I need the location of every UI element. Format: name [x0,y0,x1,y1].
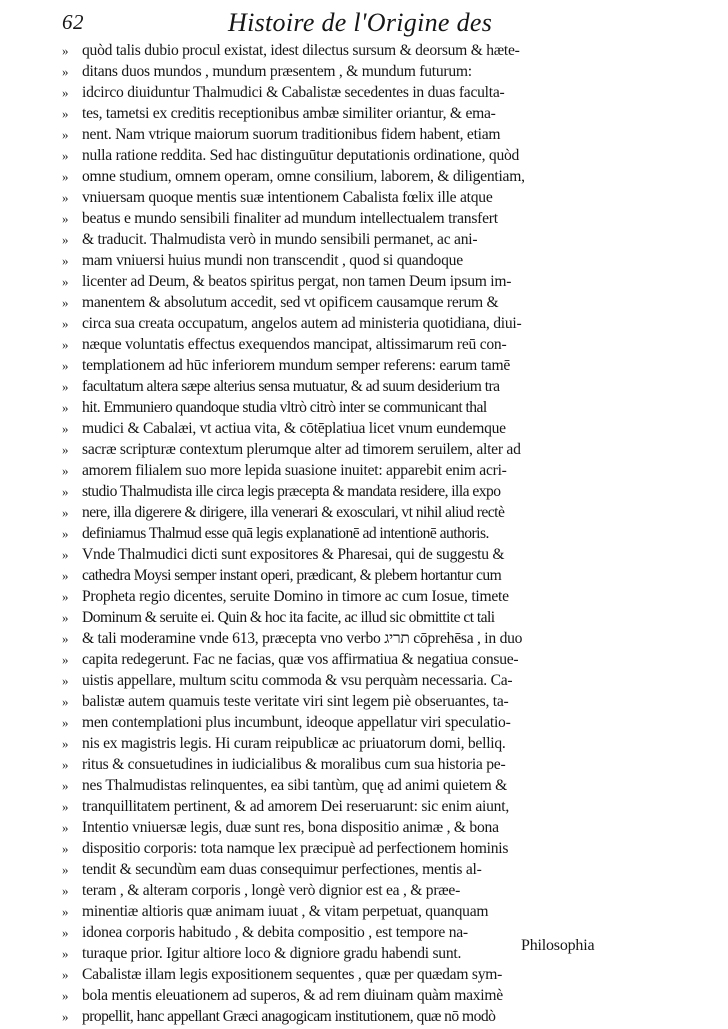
line-text: ritus & consuetudines in iudicialibus & moralibus cum sua historia pe- [82,756,506,773]
text-line [62,523,622,544]
line-text: quòd talis dubio procul existat, idest dilectus sursum & deorsum & hæte- [82,42,520,59]
line-text: mudici & Cabalæi, vt actiua vita, & cōtēplatiua licet vnum eundemque [82,420,506,437]
text-line [62,355,622,376]
text-line [62,670,622,691]
line-text: Dominum & seruite ei. Quin & hoc ita facite, ac illud sic obmittite ct tali [82,609,495,626]
text-line [62,103,622,124]
quotation-mark: » [62,421,69,436]
quotation-mark: » [62,904,69,919]
text-line [62,985,622,1006]
quotation-mark: » [62,589,69,604]
line-text: capita redegerunt. Fac ne facias, quæ vos affirmatiua & negatiua consue- [82,651,519,668]
text-line [62,250,622,271]
quotation-mark: » [62,463,69,478]
quotation-mark: » [62,169,69,184]
quotation-mark: » [62,820,69,835]
text-line [62,61,622,82]
line-text: dispositio corporis: tota namque lex præcipuè ad perfectionem hominis [82,840,509,857]
text-line [62,565,622,586]
quotation-mark: » [62,988,69,1003]
line-text: cathedra Moysi semper instant operi, prædicant, & plebem hortantur cum [82,567,502,584]
quotation-mark: » [62,715,69,730]
quotation-mark: » [62,757,69,772]
line-text: nes Thalmudistas relinquentes, ea sibi tantùm, quę ad animi quietem & [82,777,508,794]
text-line [62,838,622,859]
line-text: studio Thalmudista ille circa legis præcepta & mandata residere, illa expo [82,483,501,500]
line-text: & tali moderamine vnde 613, præcepta vno verbo תריג cōprehēsa , in duo [82,630,523,647]
page-header [0,8,728,40]
quotation-mark: » [62,652,69,667]
line-text: templationem ad hūc inferiorem mundum semper referens: earum tamē [82,357,511,374]
quotation-mark: » [62,190,69,205]
quotation-mark: » [62,778,69,793]
quotation-mark: » [62,841,69,856]
text-line [62,40,622,61]
page-number: 62 [62,10,84,34]
text-line [62,166,622,187]
quotation-mark: » [62,274,69,289]
quotation-mark: » [62,316,69,331]
line-text: definiamus Thalmud esse quā legis explanationē ad intentionē authoris. [82,525,489,542]
quotation-mark: » [62,673,69,688]
quotation-mark: » [62,358,69,373]
text-line [62,502,622,523]
line-text: tes, tametsi ex creditis receptionibus ambæ similiter oriantur, & ema- [82,105,496,122]
line-text: næque voluntatis effectus exequendos mancipat, altissimarum reū con- [82,336,507,353]
quotation-mark: » [62,337,69,352]
body-text-block [62,40,622,1027]
catchword: Philosophia [521,937,595,954]
line-text: manentem & absolutum accedit, sed vt opificem causamque rerum & [82,294,499,311]
line-text: Vnde Thalmudici dicti sunt expositores & Pharesai, qui de suggestu & [82,546,505,563]
line-text: beatus e mundo sensibili finaliter ad mundum intellectualem transfert [82,210,498,227]
quotation-mark: » [62,862,69,877]
quotation-mark: » [62,631,69,646]
quotation-mark: » [62,946,69,961]
text-line [62,229,622,250]
line-text: sacræ scripturæ contextum plerumque alter ad timorem seruilem, alter ad [82,441,521,458]
line-text: licenter ad Deum, & beatos spiritus pergat, non tamen Deum ipsum im- [82,273,512,290]
text-line [62,817,622,838]
quotation-mark: » [62,799,69,814]
text-line [62,691,622,712]
text-line [62,460,622,481]
quotation-mark: » [62,547,69,562]
text-line [62,187,622,208]
line-text: circa sua creata occupatum, angelos autem ad ministeria quotidiana, diui- [82,315,522,332]
quotation-mark: » [62,400,69,415]
quotation-mark: » [62,211,69,226]
quotation-mark: » [62,484,69,499]
text-line [62,901,622,922]
quotation-mark: » [62,148,69,163]
quotation-mark: » [62,736,69,751]
text-line [62,859,622,880]
line-text: ditans duos mundos , mundum præsentem , & mundum futurum: [82,63,472,80]
text-line [62,1006,622,1027]
line-text: tranquillitatem pertinent, & ad amorem Dei reseruarunt: sic enim aiunt, [82,798,509,815]
text-line [62,712,622,733]
text-line [62,418,622,439]
line-text: nis ex magistris legis. Hi curam reipublicæ ac priuatorum domi, belliq. [82,735,506,752]
text-line [62,796,622,817]
line-text: amorem filialem suo more lepida suasione inuitet: apparebit enim acri- [82,462,507,479]
line-text: vniuersam quoque mentis suæ intentionem Cabalista fœlix ille atque [82,189,493,206]
line-text: turaque prior. Igitur altiore loco & digniore gradu habendi sunt. [82,945,462,962]
line-text: facultatum altera sæpe alterius sensa mutuatur, & ad suum desiderium tra [82,378,500,395]
line-text: balistæ autem quamuis teste veritate viri sint legem piè obseruantes, ta- [82,693,509,710]
quotation-mark: » [62,127,69,142]
quotation-mark: » [62,442,69,457]
quotation-mark: » [62,526,69,541]
text-line [62,607,622,628]
quotation-mark: » [62,64,69,79]
line-text: Intentio vniuersæ legis, duæ sunt res, bona dispositio animæ , & bona [82,819,499,836]
line-text: minentiæ altioris quæ animam iuuat , & vitam perpetuat, quanquam [82,903,489,920]
line-text: nent. Nam vtrique maiorum suorum traditionibus fidem habent, etiam [82,126,501,143]
text-line [62,397,622,418]
text-line [62,586,622,607]
text-line [62,313,622,334]
line-text: teram , & alteram corporis , longè verò dignior est ea , & præe- [82,882,461,899]
line-text: uistis appellare, multum scitu commoda & vsu perquàm necessaria. Ca- [82,672,513,689]
quotation-mark: » [62,505,69,520]
line-text: omne studium, omnem operam, omne consilium, laborem, & diligentiam, [82,168,525,185]
text-line [62,481,622,502]
quotation-mark: » [62,925,69,940]
text-line [62,964,622,985]
line-text: men contemplationi plus incumbunt, ideoque appellatur viri speculatio- [82,714,511,731]
quotation-mark: » [62,568,69,583]
quotation-mark: » [62,85,69,100]
line-text: Propheta regio dicentes, seruite Domino in timore ac cum Iosue, timete [82,588,509,605]
text-line [62,208,622,229]
text-line [62,649,622,670]
line-text: bola mentis eleuationem ad superos, & ad rem diuinam quàm maximè [82,987,503,1004]
line-text: Cabalistæ illam legis expositionem sequentes , quæ per quædam sym- [82,966,503,983]
line-text: hit. Emmuniero quandoque studia vltrò citrò inter se communicant thal [82,399,487,416]
text-line [62,82,622,103]
quotation-mark: » [62,694,69,709]
line-text: propellit, hanc appellant Græci anagogicam institutionem, quæ nō modò [82,1008,496,1025]
line-text: & traducit. Thalmudista verò in mundo sensibili permanet, ac ani- [82,231,478,248]
quotation-mark: » [62,295,69,310]
line-text: idonea corporis habitudo , & debita compositio , est tempore na- [82,924,468,941]
line-text: nulla ratione reddita. Sed hac distinguūtur deputationis ordinatione, quòd [82,147,520,164]
text-line [62,439,622,460]
line-text: idcirco diuiduntur Thalmudici & Cabalistæ secedentes in duas faculta- [82,84,505,101]
text-line [62,376,622,397]
quotation-mark: » [62,610,69,625]
quotation-mark: » [62,232,69,247]
text-line [62,754,622,775]
quotation-mark: » [62,967,69,982]
text-line [62,628,622,649]
line-text: tendit & secundùm eam duas consequimur perfectiones, mentis al- [82,861,482,878]
text-line [62,733,622,754]
text-line [62,124,622,145]
quotation-mark: » [62,1009,69,1024]
text-line [62,145,622,166]
text-line [62,544,622,565]
quotation-mark: » [62,379,69,394]
running-title: Histoire de l'Origine des [228,8,493,37]
text-line [62,775,622,796]
line-text: nere, illa digerere & dirigere, illa venerari & exosculari, vt nihil aliud rectè [82,504,505,521]
quotation-mark: » [62,43,69,58]
quotation-mark: » [62,253,69,268]
text-line [62,880,622,901]
text-line [62,334,622,355]
line-text: mam vniuersi huius mundi non transcendit , quod si quandoque [82,252,463,269]
text-line [62,271,622,292]
quotation-mark: » [62,883,69,898]
quotation-mark: » [62,106,69,121]
text-line [62,292,622,313]
